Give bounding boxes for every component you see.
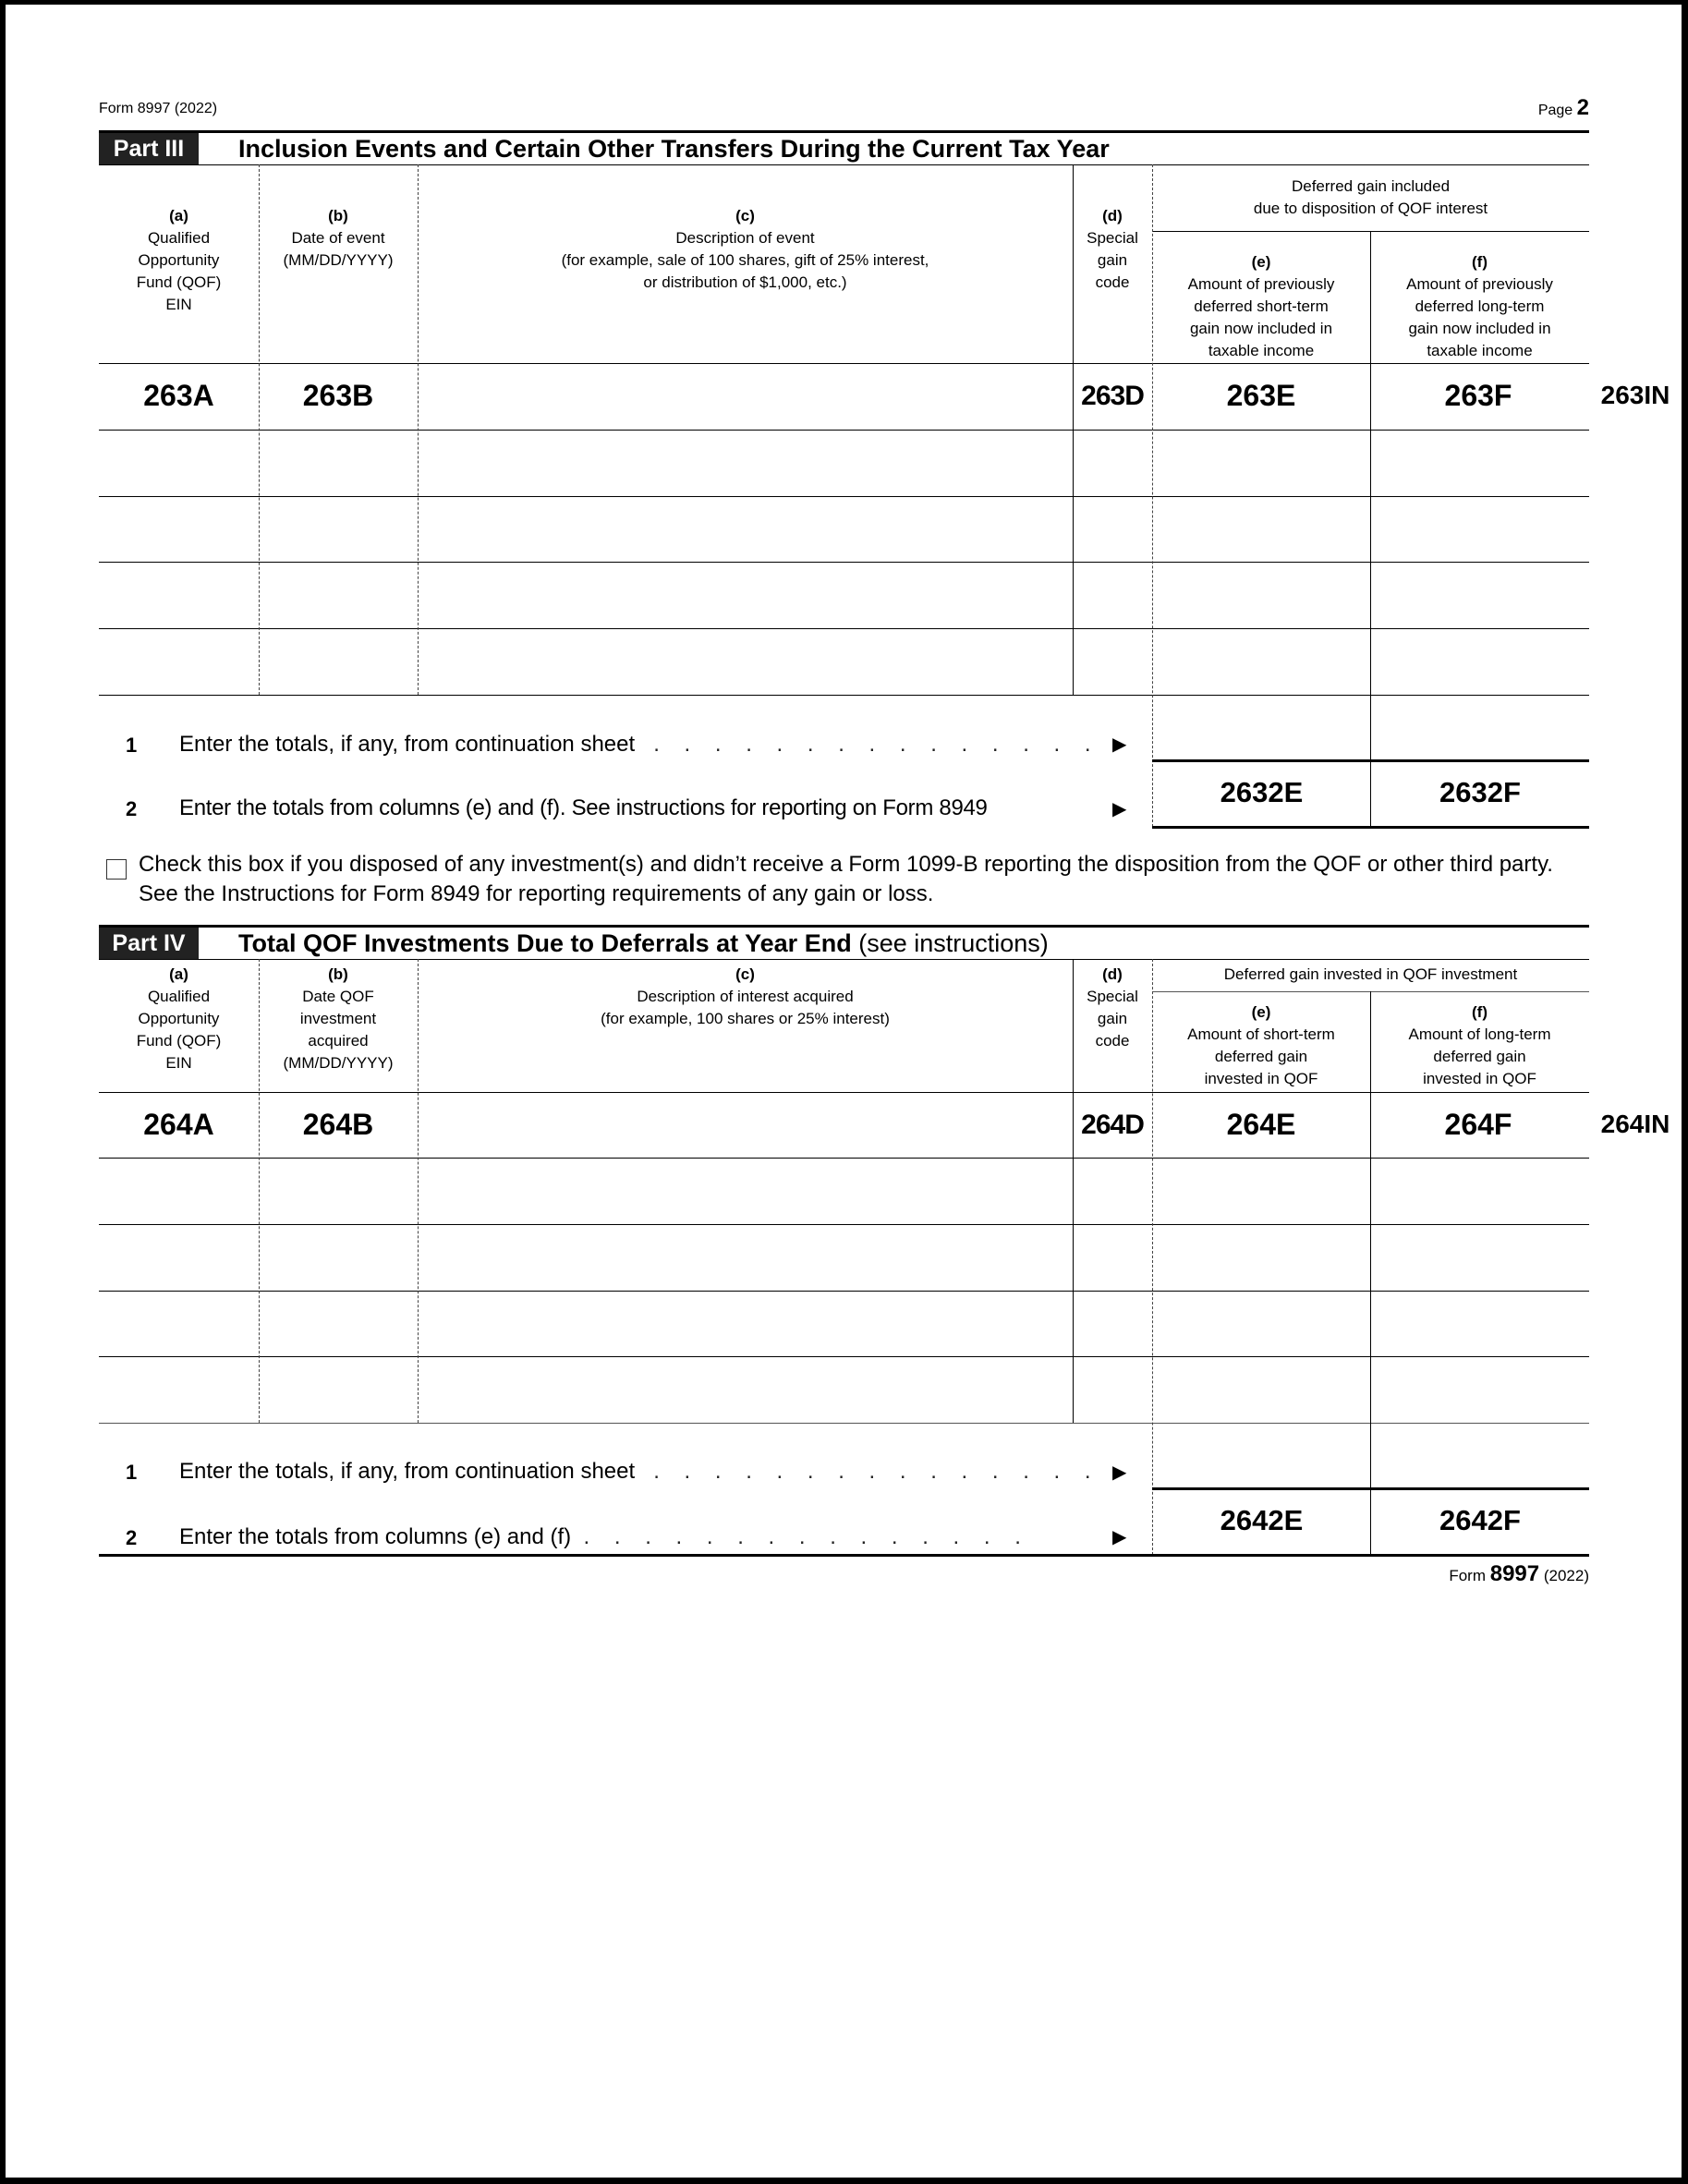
p4-line1-label: Enter the totals, if any, from continuation sheet [179, 1459, 636, 1484]
p4-col-d-text: gain [1097, 1010, 1128, 1027]
p4-col-a-text: Fund (QOF) [136, 1032, 222, 1050]
p3-group-text: due to disposition of QOF interest [1253, 200, 1488, 217]
p4-col-b-text: acquired [308, 1032, 369, 1050]
p3-col-e-header [1152, 251, 1370, 362]
p4-code-e: 264E [1226, 1108, 1296, 1141]
part4-title-note: (see instructions) [858, 929, 1049, 957]
p4-group-header [1152, 964, 1589, 986]
p4-line2-code-f: 2642F [1439, 1504, 1521, 1536]
p3-line2-code-f: 2632F [1439, 776, 1521, 808]
part3-title: Inclusion Events and Certain Other Transfers During the Current Tax Year [238, 135, 1110, 163]
arrow-right-icon: ▶ [1112, 1462, 1127, 1483]
p3-col-a-text: Qualified [147, 229, 211, 247]
leader-dots: . . . . . . . . . . . . . . . [583, 1524, 1030, 1549]
p4-col-e-header [1152, 1001, 1370, 1090]
p4-col-c-text: Description of interest acquired [637, 988, 854, 1005]
p3-code-b: 263B [302, 379, 374, 412]
part4-label: Part IV [99, 928, 199, 959]
p4-code-a: 264A [143, 1108, 214, 1141]
p3-col-d-text: gain [1097, 251, 1128, 269]
p3-group-header [1152, 176, 1589, 220]
p4-line2-label: Enter the totals from columns (e) and (f) [179, 1524, 572, 1549]
p3-col-a-header [99, 205, 259, 316]
p4-group-text: Deferred gain invested in QOF investment [1223, 965, 1518, 983]
p3-col-f-header [1370, 251, 1589, 362]
p3-group-text: Deferred gain included [1291, 177, 1451, 195]
page-label: Page [1537, 103, 1573, 118]
p3-line-rule-thick [1152, 826, 1589, 829]
p3-line-rule-thick [1152, 759, 1589, 762]
footer-form-number: 8997 [1489, 1561, 1540, 1586]
page-number-value: 2 [1576, 95, 1589, 120]
p3-col-f-letter: (f) [1472, 253, 1488, 271]
p4-col-a-text: Qualified [147, 988, 211, 1005]
p4-col-f-text: invested in QOF [1423, 1070, 1536, 1087]
p4-col-c-header [418, 964, 1073, 1030]
p3-code-extra: 263IN [1600, 381, 1670, 409]
form-reference: Form 8997 (2022) [99, 101, 218, 116]
arrow-right-icon: ▶ [1112, 1527, 1127, 1547]
p3-line1-input[interactable] [1153, 696, 1589, 759]
p3-line1-label: Enter the totals, if any, from continuation sheet [179, 732, 636, 757]
footer-year: (2022) [1543, 1567, 1589, 1584]
p4-col-d-text: Special [1087, 988, 1138, 1005]
p4-col-b-text: Date QOF [302, 988, 374, 1005]
p4-col-c-text: (for example, 100 shares or 25% interest) [601, 1010, 890, 1027]
p3-col-e-text: taxable income [1208, 342, 1315, 359]
p3-code-d: 263D [1081, 381, 1144, 411]
p4-line2-text [179, 1524, 1103, 1550]
p4-col-b-header [259, 964, 418, 1074]
p4-col-b-text: (MM/DD/YYYY) [283, 1054, 394, 1072]
p4-col-a-text: EIN [165, 1054, 192, 1072]
p4-col-f-text: deferred gain [1433, 1048, 1526, 1065]
p3-col-c-text: Description of event [675, 229, 815, 247]
page-number [1497, 95, 1589, 124]
p4-col-e-text: Amount of short-term [1187, 1025, 1335, 1043]
leader-dots: . . . . . . . . . . . . . . . [653, 1459, 1100, 1484]
p4-line1-input[interactable] [1153, 1424, 1589, 1487]
p4-col-d-letter: (d) [1102, 965, 1123, 983]
p4-line-rule-thick [1152, 1487, 1589, 1490]
p4-col-f-letter: (f) [1472, 1003, 1488, 1021]
p4-line2-code-e: 2642E [1220, 1504, 1304, 1536]
disposition-checkbox-label: Check this box if you disposed of any investment(s) and didn’t receive a Form 1099-B reporting the disposition from the QOF or other third party. See the Instructions for Form 8949 for reporting requirements of any gain or loss. [139, 852, 1553, 906]
p3-code-a: 263A [143, 379, 214, 412]
p4-col-d-text: code [1095, 1032, 1130, 1050]
p3-col-f-text: taxable income [1427, 342, 1533, 359]
p3-line1-number: 1 [126, 734, 138, 757]
p4-line1-number: 1 [126, 1461, 138, 1484]
p3-col-f-text: gain now included in [1408, 320, 1551, 337]
p3-line2-text: Enter the totals from columns (e) and (f). See instructions for reporting on Form 8949 [179, 795, 988, 820]
p3-code-f: 263F [1444, 379, 1512, 412]
p3-col-c-letter: (c) [735, 207, 755, 224]
leader-dots: . . . . . . . . . . . . . . . [653, 732, 1100, 757]
p3-col-d-header [1073, 205, 1152, 294]
p4-code-extra: 264IN [1600, 1110, 1670, 1138]
part4-title-rule [99, 959, 1589, 960]
p3-col-f-text: Amount of previously [1406, 275, 1553, 293]
disposition-checkbox[interactable] [106, 859, 127, 880]
p3-col-a-text: EIN [165, 296, 192, 313]
p3-code-e: 263E [1226, 379, 1296, 412]
p3-col-d-letter: (d) [1102, 207, 1123, 224]
p3-col-a-text: Opportunity [138, 251, 220, 269]
p3-line1-text [179, 732, 1103, 758]
p3-col-e-text: gain now included in [1189, 320, 1333, 337]
p4-col-c-letter: (c) [735, 965, 755, 983]
form-footer [1312, 1561, 1589, 1589]
p4-col-a-header [99, 964, 259, 1074]
p3-col-f-text: deferred long-term [1415, 297, 1545, 315]
p3-col-c-text: (for example, sale of 100 shares, gift of 25% interest, [561, 251, 929, 269]
p3-col-e-text: deferred short-term [1194, 297, 1329, 315]
p4-line2-number: 2 [126, 1526, 138, 1549]
part4-title-text: Total QOF Investments Due to Deferrals at Year End [238, 929, 852, 957]
p4-code-d: 264D [1081, 1110, 1144, 1140]
arrow-right-icon: ▶ [1112, 799, 1127, 819]
p4-line1-text [179, 1459, 1103, 1485]
p4-col-f-header [1370, 1001, 1589, 1090]
arrow-right-icon: ▶ [1112, 734, 1127, 755]
p4-col-e-letter: (e) [1251, 1003, 1271, 1021]
p3-col-e-text: Amount of previously [1187, 275, 1335, 293]
p4-code-b: 264B [302, 1108, 374, 1141]
p3-col-d-text: code [1095, 273, 1130, 291]
p3-col-b-letter: (b) [328, 207, 348, 224]
p4-code-f: 264F [1444, 1108, 1512, 1141]
p4-col-e-text: deferred gain [1214, 1048, 1308, 1065]
p3-line2-code-e: 2632E [1220, 776, 1304, 808]
p4-col-e-text: invested in QOF [1204, 1070, 1318, 1087]
part4-title [238, 928, 1049, 959]
p3-col-b-text: Date of event [291, 229, 385, 247]
p4-col-a-text: Opportunity [138, 1010, 220, 1027]
part3-label: Part III [99, 133, 199, 164]
part3-title-rule [99, 164, 1589, 165]
p4-col-b-text: investment [299, 1010, 377, 1027]
p4-col-f-text: Amount of long-term [1408, 1025, 1551, 1043]
p3-col-e-letter: (e) [1251, 253, 1271, 271]
p3-col-d-text: Special [1087, 229, 1138, 247]
p4-col-a-letter: (a) [169, 965, 188, 983]
part4-bottom-rule [99, 1554, 1589, 1557]
p4-col-b-letter: (b) [328, 965, 348, 983]
p3-col-c-text: or distribution of $1,000, etc.) [643, 273, 847, 291]
p3-col-a-letter: (a) [169, 207, 188, 224]
p3-col-b-header [259, 205, 418, 272]
p3-col-c-header [418, 205, 1073, 294]
footer-prefix: Form [1449, 1567, 1486, 1584]
p4-col-d-header [1073, 964, 1152, 1052]
p3-line2-number: 2 [126, 797, 138, 820]
p3-col-b-text: (MM/DD/YYYY) [283, 251, 394, 269]
p3-col-a-text: Fund (QOF) [136, 273, 222, 291]
